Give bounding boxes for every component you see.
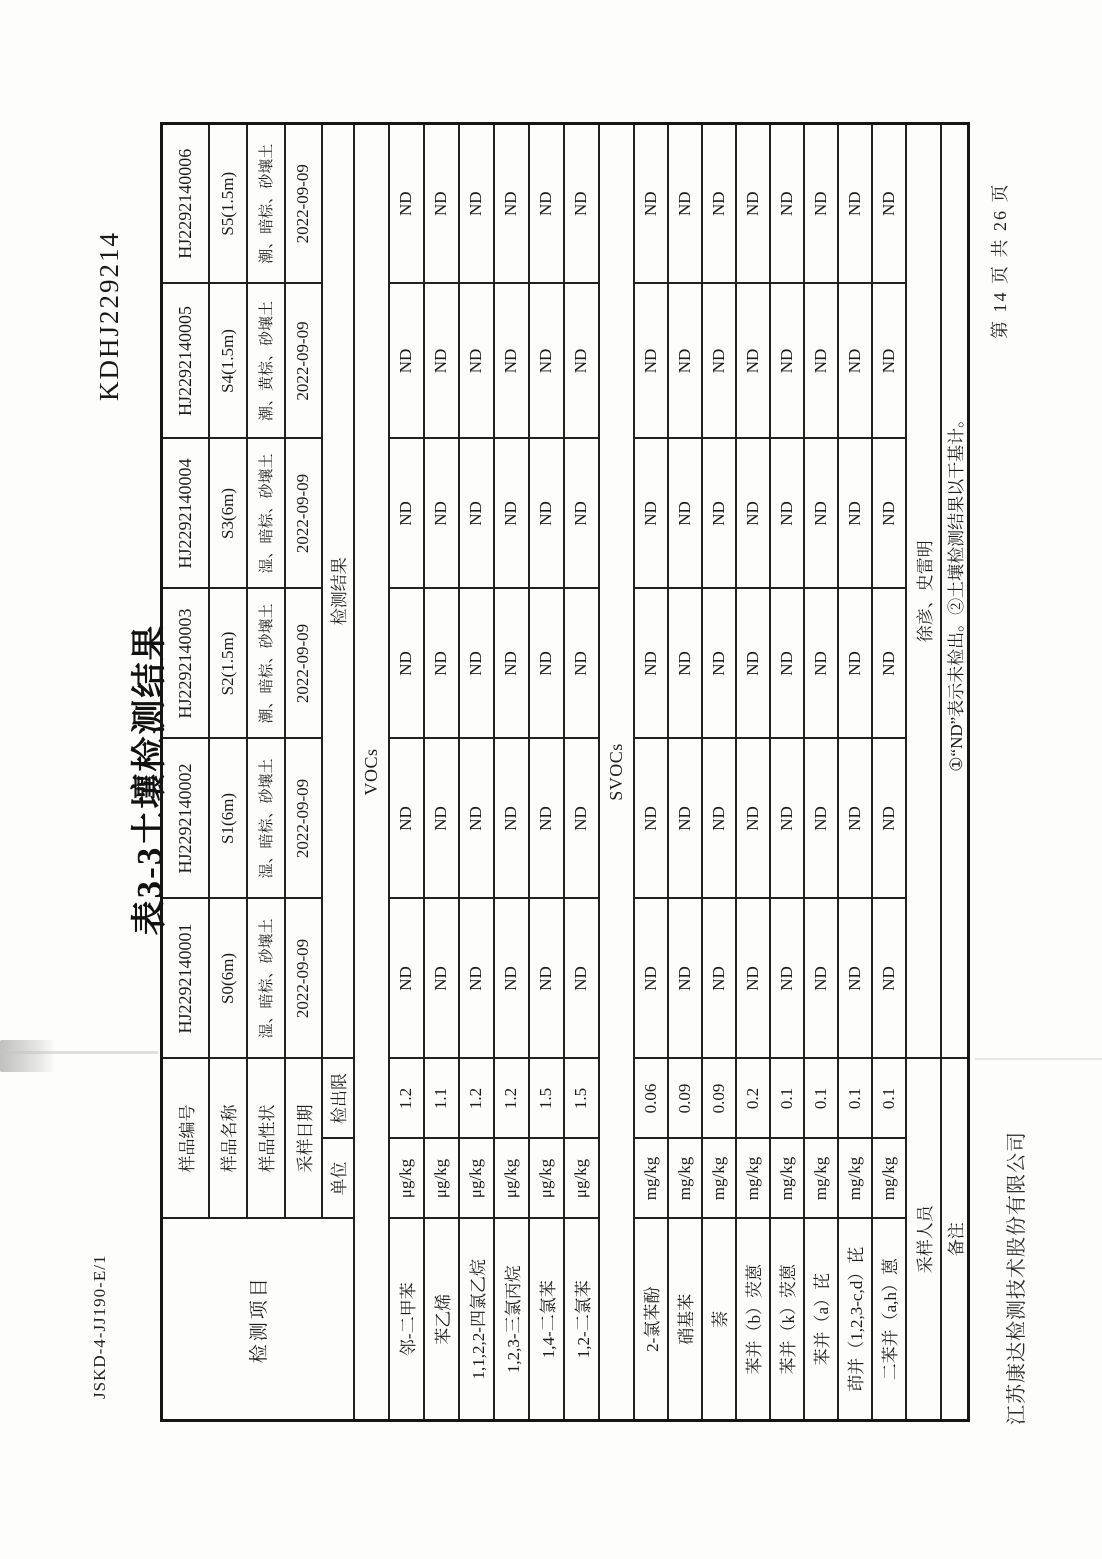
result-cell: ND: [634, 739, 668, 899]
result-cell: ND: [770, 284, 804, 439]
result-cell: ND: [529, 899, 564, 1059]
result-cell: ND: [424, 439, 459, 589]
result-cell: ND: [459, 589, 494, 739]
analyte-row: [872, 124, 906, 1421]
analyte-row: [804, 124, 838, 1421]
result-cell: ND: [668, 439, 702, 589]
result-cell: ND: [872, 124, 906, 284]
analyte-row: [459, 124, 494, 1421]
result-cell: ND: [804, 284, 838, 439]
analyte-row: [564, 124, 599, 1421]
result-cell: ND: [634, 899, 668, 1059]
sample-name: S4(1.5m): [209, 284, 247, 439]
footer-company-name: 江苏康达检测技术股份有限公司: [1006, 1131, 1028, 1425]
unit-cell: mg/kg: [668, 1139, 702, 1219]
remark-label-cell: 备注: [941, 1059, 969, 1421]
result-cell: ND: [494, 899, 529, 1059]
detection-limit-header-cell: 检出限: [322, 1059, 354, 1139]
sampling-date: 2022-09-09: [285, 899, 322, 1059]
result-cell: ND: [668, 589, 702, 739]
analyte-row: [736, 124, 770, 1421]
result-cell: ND: [702, 739, 736, 899]
result-cell: ND: [668, 899, 702, 1059]
result-cell: ND: [838, 739, 872, 899]
sample-id: HJ2292140002: [162, 739, 209, 899]
sample-name: S1(6m): [209, 739, 247, 899]
sample-character: 湿、暗棕、砂壤土: [247, 439, 285, 589]
result-cell: ND: [529, 124, 564, 284]
form-code: JSKD-4-JJ190-E/1: [90, 1254, 109, 1399]
results-header-cell: 检测结果: [322, 124, 354, 1059]
result-cell: ND: [736, 284, 770, 439]
result-cell: ND: [529, 439, 564, 589]
limit-cell: 0.09: [668, 1059, 702, 1139]
analyte-name-cell: 邻-二甲苯: [389, 1219, 424, 1421]
result-cell: ND: [770, 739, 804, 899]
result-cell: ND: [494, 284, 529, 439]
result-cell: ND: [872, 589, 906, 739]
unit-cell: mg/kg: [702, 1139, 736, 1219]
limit-cell: 1.2: [494, 1059, 529, 1139]
result-cell: ND: [804, 124, 838, 284]
result-cell: ND: [424, 589, 459, 739]
sample-id: HJ2292140001: [162, 899, 209, 1059]
result-cell: ND: [459, 899, 494, 1059]
result-cell: ND: [634, 589, 668, 739]
result-cell: ND: [424, 899, 459, 1059]
analyte-row: [770, 124, 804, 1421]
result-cell: ND: [668, 284, 702, 439]
sample-name-label: 样品名称: [209, 1059, 247, 1219]
sample-character: 潮、黄棕、砂壤土: [247, 284, 285, 439]
sample-name: S5(1.5m): [209, 124, 247, 284]
sample-character: 湿、暗棕、砂壤土: [247, 739, 285, 899]
analyte-name-cell: 茚并（1,2,3-c,d）芘: [838, 1219, 872, 1421]
unit-cell: μg/kg: [564, 1139, 599, 1219]
header-row-sample-id: [162, 124, 209, 1421]
limit-cell: 0.2: [736, 1059, 770, 1139]
result-cell: ND: [702, 589, 736, 739]
analyte-row: [668, 124, 702, 1421]
result-cell: ND: [494, 439, 529, 589]
result-cell: ND: [389, 739, 424, 899]
result-cell: ND: [634, 439, 668, 589]
limit-cell: 0.1: [804, 1059, 838, 1139]
sampling-date: 2022-09-09: [285, 284, 322, 439]
analyte-name-cell: 2-氯苯酚: [634, 1219, 668, 1421]
section-row-svocs: [599, 124, 634, 1421]
unit-cell: mg/kg: [770, 1139, 804, 1219]
analyte-row: [634, 124, 668, 1421]
table-title: 表3-3土壤检测结果: [130, 623, 169, 936]
result-cell: ND: [564, 124, 599, 284]
result-cell: ND: [634, 284, 668, 439]
result-cell: ND: [804, 439, 838, 589]
sampler-value-cell: 徐彦、史雷明: [906, 124, 941, 1059]
limit-cell: 1.5: [564, 1059, 599, 1139]
footer-page-number: 第 14 页 共 26 页: [990, 182, 1010, 339]
analyte-row: [424, 124, 459, 1421]
sampling-date: 2022-09-09: [285, 589, 322, 739]
sample-id-label: 样品编号: [162, 1059, 209, 1219]
result-cell: ND: [494, 124, 529, 284]
svocs-section-label: SVOCs: [599, 124, 634, 1421]
analyte-name-cell: 苯并（b）荧蒽: [736, 1219, 770, 1421]
sampling-date: 2022-09-09: [285, 124, 322, 284]
result-cell: ND: [770, 439, 804, 589]
result-cell: ND: [459, 124, 494, 284]
analyte-name-cell: 1,4-二氯苯: [529, 1219, 564, 1421]
result-cell: ND: [529, 589, 564, 739]
unit-cell: mg/kg: [872, 1139, 906, 1219]
result-cell: ND: [804, 899, 838, 1059]
result-cell: ND: [736, 589, 770, 739]
result-cell: ND: [564, 589, 599, 739]
result-cell: ND: [770, 589, 804, 739]
sampling-date: 2022-09-09: [285, 739, 322, 899]
analyte-row: [702, 124, 736, 1421]
result-cell: ND: [459, 284, 494, 439]
result-cell: ND: [564, 739, 599, 899]
analyte-row: [494, 124, 529, 1421]
result-cell: ND: [838, 439, 872, 589]
result-cell: ND: [838, 124, 872, 284]
result-cell: ND: [389, 589, 424, 739]
result-cell: ND: [702, 439, 736, 589]
result-cell: ND: [668, 739, 702, 899]
sample-id: HJ2292140003: [162, 589, 209, 739]
result-cell: ND: [424, 739, 459, 899]
sample-name: S3(6m): [209, 439, 247, 589]
result-cell: ND: [494, 589, 529, 739]
limit-cell: 0.1: [770, 1059, 804, 1139]
result-cell: ND: [564, 899, 599, 1059]
result-cell: ND: [770, 899, 804, 1059]
result-cell: ND: [424, 124, 459, 284]
sample-character: 潮、暗棕、砂壤土: [247, 589, 285, 739]
unit-cell: mg/kg: [838, 1139, 872, 1219]
remark-value-cell: ①“ND”表示未检出。②土壤检测结果以干基计。: [941, 124, 969, 1059]
result-cell: ND: [804, 739, 838, 899]
result-cell: ND: [494, 739, 529, 899]
unit-cell: μg/kg: [389, 1139, 424, 1219]
result-cell: ND: [389, 284, 424, 439]
sample-id: HJ2292140006: [162, 124, 209, 284]
result-cell: ND: [702, 899, 736, 1059]
result-cell: ND: [389, 439, 424, 589]
analyte-name-cell: 1,1,2,2-四氯乙烷: [459, 1219, 494, 1421]
vocs-section-label: VOCs: [354, 124, 389, 1421]
sample-id: HJ2292140004: [162, 439, 209, 589]
result-cell: ND: [668, 124, 702, 284]
soil-results-table: [160, 122, 970, 1422]
unit-cell: μg/kg: [459, 1139, 494, 1219]
limit-cell: 1.5: [529, 1059, 564, 1139]
result-cell: ND: [736, 124, 770, 284]
limit-cell: 0.1: [872, 1059, 906, 1139]
item-header-cell: 检测项目: [162, 1219, 354, 1421]
sampler-row: [906, 124, 941, 1421]
limit-cell: 1.2: [389, 1059, 424, 1139]
unit-cell: mg/kg: [634, 1139, 668, 1219]
analyte-name-cell: 硝基苯: [668, 1219, 702, 1421]
result-cell: ND: [389, 124, 424, 284]
unit-cell: μg/kg: [424, 1139, 459, 1219]
analyte-name-cell: 苯并（a）芘: [804, 1219, 838, 1421]
unit-header-cell: 单位: [322, 1139, 354, 1219]
sampling-date-label: 采样日期: [285, 1059, 322, 1219]
result-cell: ND: [804, 589, 838, 739]
limit-cell: 0.1: [838, 1059, 872, 1139]
analyte-name-cell: 苯并（k）荧蒽: [770, 1219, 804, 1421]
sampling-date: 2022-09-09: [285, 439, 322, 589]
analyte-name-cell: 1,2-二氯苯: [564, 1219, 599, 1421]
sampler-label-cell: 采样人员: [906, 1059, 941, 1421]
result-cell: ND: [736, 899, 770, 1059]
sample-character-label: 样品性状: [247, 1059, 285, 1219]
result-cell: ND: [634, 124, 668, 284]
limit-cell: 1.1: [424, 1059, 459, 1139]
result-cell: ND: [529, 284, 564, 439]
limit-cell: 0.09: [702, 1059, 736, 1139]
unit-cell: mg/kg: [736, 1139, 770, 1219]
result-cell: ND: [838, 899, 872, 1059]
remark-row: [941, 124, 969, 1421]
result-cell: ND: [459, 739, 494, 899]
unit-cell: μg/kg: [494, 1139, 529, 1219]
result-cell: ND: [872, 739, 906, 899]
sample-id: HJ2292140005: [162, 284, 209, 439]
sample-name: S2(1.5m): [209, 589, 247, 739]
unit-cell: μg/kg: [529, 1139, 564, 1219]
result-cell: ND: [702, 284, 736, 439]
analyte-row: [529, 124, 564, 1421]
analyte-name-cell: 二苯并（a,h）蒽: [872, 1219, 906, 1421]
result-cell: ND: [529, 739, 564, 899]
result-cell: ND: [838, 284, 872, 439]
analyte-name-cell: 萘: [702, 1219, 736, 1421]
analyte-name-cell: 苯乙烯: [424, 1219, 459, 1421]
result-cell: ND: [736, 739, 770, 899]
result-cell: ND: [872, 439, 906, 589]
sample-character: 湿、暗棕、砂壤土: [247, 899, 285, 1059]
analyte-row: [838, 124, 872, 1421]
result-cell: ND: [702, 124, 736, 284]
result-cell: ND: [424, 284, 459, 439]
section-row-vocs: [354, 124, 389, 1421]
sample-name: S0(6m): [209, 899, 247, 1059]
result-cell: ND: [389, 899, 424, 1059]
result-cell: ND: [736, 439, 770, 589]
result-cell: ND: [838, 589, 872, 739]
result-cell: ND: [459, 439, 494, 589]
unit-cell: mg/kg: [804, 1139, 838, 1219]
sample-character: 潮、暗棕、砂壤土: [247, 124, 285, 284]
analyte-row: [389, 124, 424, 1421]
result-cell: ND: [770, 124, 804, 284]
limit-cell: 1.2: [459, 1059, 494, 1139]
result-cell: ND: [564, 439, 599, 589]
result-cell: ND: [564, 284, 599, 439]
result-cell: ND: [872, 899, 906, 1059]
limit-cell: 0.06: [634, 1059, 668, 1139]
report-number: KDHJ229214: [94, 230, 124, 401]
result-cell: ND: [872, 284, 906, 439]
analyte-name-cell: 1,2,3-三氯丙烷: [494, 1219, 529, 1421]
